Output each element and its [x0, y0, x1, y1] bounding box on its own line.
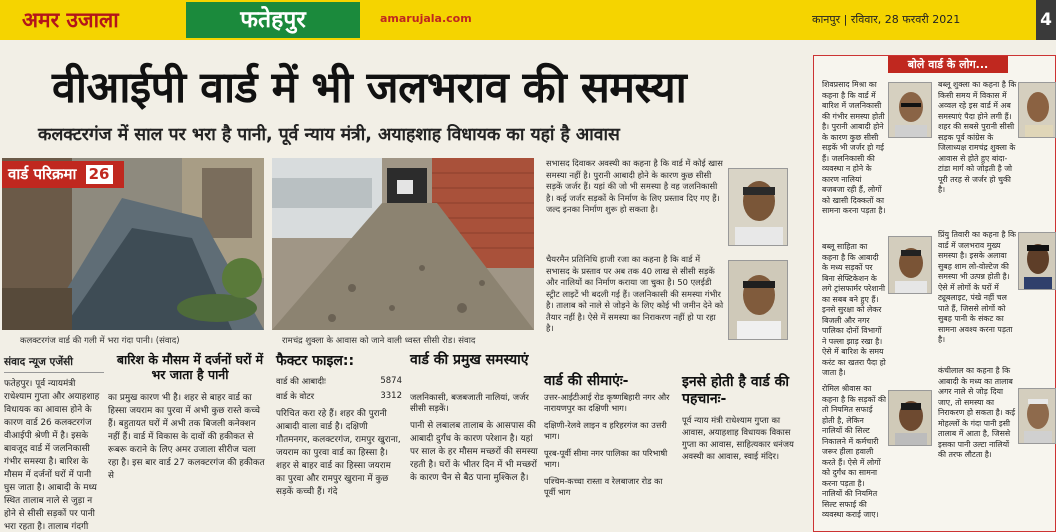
subheadline: कलक्टरगंज में साल पर भरा है पानी, पूर्व न्याय मंत्री, अयाहशाह विधायक का यहां है आवास	[38, 125, 620, 145]
quote-chairman-rep: चैयरमैन प्रतिनिधि हाजी रजा का कहना है कि वार्ड में सभासद के प्रस्ताव पर अब तक 40 लाख से सीसी सड़कें और नालियों का निर्माण कराया जा चुका है। 50 एलईडी स्ट्रीट लाइटें भी बदली गई हैं। जलनिकासी की समस्या गंभीर है। तालाब को नाले से जोड़ने के लिए कोई भी जमीन देने को तैयार नहीं है। ऐसे में समस्या का निराकरण नहीं हो पा रहा है।	[546, 254, 724, 333]
resident-photo-1	[888, 82, 932, 138]
resident-quote-3: रोमिल श्रीवास का कहना है कि सड़कों की तो नियमित सफाई होती है, लेकिन नालियों की सिल्ट निकालने में कर्मचारी जरूर हीला हवाली करते हैं। ऐसे में लोगों को दुर्गंध का सामना करना पड़ता है। नालियों की नियमित सिल्ट सफाई की व्यवस्था कराई जाए।	[822, 384, 886, 519]
photo1-caption-text: कलक्टरगंज वार्ड की गली में भरा गंदा पानी।	[20, 336, 154, 346]
series-tag	[2, 161, 124, 188]
problems-text: पानी से लबालब तालाब के आसपास की आबादी दुर्गंध के कारण परेशान है। यहां पर साल के हर मौसम मच्छरों की समस्या रहती है। घरों के भीतर दिन में भी मच्छरों के कारण चैन से बैठ पाना मुश्किल है।	[410, 421, 538, 483]
photo1-credit: (संवाद)	[155, 336, 180, 346]
sidebar-title: बोले वार्ड के लोग...	[888, 56, 1008, 73]
councillor-photo	[728, 168, 788, 246]
resident-photo-6	[1018, 388, 1056, 444]
boundary-east: पूरब-पूर्वी सीमा नगर पालिका का परिभाषी भाग।	[544, 448, 668, 469]
voters-value: 3312	[380, 391, 402, 401]
article-column-2: का प्रमुख कारण भी है। शहर से बाहर वार्ड का हिस्सा जयराम का पुरवा में अभी कुछ रास्ते कच्चे हैं। बहुतायत घरों में अभी तक बिजली कनेक्शन नहीं हैं। वार्ड में विकास के दावों की हकीकत से रूबरू कराने के लिए अमर उजाला सीरीज चला रहा है। इस बार वार्ड 27 कलक्टरगंज की हकीकत से	[108, 393, 265, 481]
factfile-title: फैक्टर फाइल::	[276, 353, 355, 369]
article-column-1: फतेहपुर। पूर्व न्यायमंत्री राधेश्याम गुप्ता और अयाहशाह विधायक का आवास होने के कारण वार्ड 26 कलक्टरगंज वीआईपी श्रेणी में है। इसके बावजूद वार्ड में जलनिकासी गंभीर समस्या है। बारिश के मौसम में दर्जनों घरों में पानी घुस जाता है। आबादी के मध्य स्थित तालाब नाले से जुड़ा न होने से सीसी सड़कों पर पानी भरा रहता है। तालाब गंदगी	[4, 379, 100, 532]
boundaries-title: वार्ड की सीमाएंः-	[544, 373, 629, 389]
resident-photo-2	[888, 236, 932, 294]
photo2-caption	[282, 335, 534, 346]
resident-photo-4	[1018, 82, 1056, 138]
voters-label: वार्ड के वोटर	[276, 392, 315, 402]
photo2-caption-text: रामचंद्र शुक्ला के आवास को जाने वाली ध्वस्त सीसी रोड।	[282, 336, 456, 346]
population-label: वार्ड की आबादीः	[276, 377, 326, 387]
series-tag-number: 26	[86, 165, 113, 184]
factfile-row-population	[276, 376, 402, 387]
resident-photo-5	[1018, 232, 1056, 290]
factfile-row-voters	[276, 391, 402, 402]
broken-road-photo	[272, 158, 534, 330]
factfile-text: परिचित करा रहे हैं। शहर की पुरानी आबादी वाला वार्ड है। दक्षिणी गौतमनगर, कलक्टरगंज, रामपुर खुराना, जयराम का पुरवा वार्ड का हिस्सा है। शहर से बाहर वार्ड का हिस्सा जयराम का पुरवा और रामपुर खुराना में कुछ सड़कें कच्ची हैं। गंदे	[276, 409, 401, 497]
identity-text: पूर्व न्याय मंत्री राधेश्याम गुप्ता का आवास, अयाहशाह विधायक विकास गुप्ता का आवास, साहित्यकार धनंजय अवस्थी का आवास, स्वाई मंदिर।	[682, 415, 794, 461]
photo2-credit: संवाद	[458, 336, 476, 346]
population-value: 5874	[380, 376, 402, 386]
resident-quote-2: बब्लू साहिता का कहना है कि आबादी के मध्य सड़कों पर बिना सेफ्टिकेशन के लगे ट्रांसफार्मर परेशानी का सबब बने हुए हैं। इनसे सुरक्षा को लेकर बिजली और नगर पालिका दोनों विभागों ने पल्ला झाड़ रखा है। ऐसे में बारिश के समय करंट का खतरा पैदा हो जाता है।	[822, 242, 886, 377]
resident-quote-6: कंचीलाल का कहना है कि आबादी के मध्य का तालाब अगर नाले से जोड़ दिया जाए, तो समस्या का निराकरण हो सकता है। कई मोहल्लों के गंदा पानी इसी तालाब में आता है, जिससे इसका पानी उल्टा नालियों की तरफ लौटता है।	[938, 366, 1016, 459]
column-divider	[4, 372, 104, 373]
series-tag-label: वार्ड परिक्रमा	[8, 165, 77, 183]
boundary-north: उत्तर-आईटीआई रोड कृष्णबिहारी नगर और नारायणपुर का दक्षिणी भाग।	[544, 392, 670, 413]
headline: वीआईपी वार्ड में भी जलभराव की समस्या	[52, 63, 687, 113]
newspaper-logo: अमर उजाला	[22, 7, 119, 32]
chairman-rep-photo	[728, 260, 788, 340]
site-url: amarujala.com	[380, 12, 472, 25]
boundary-west: पश्चिम-कच्चा रास्ता व रेलबाजार रोड का पूर्वी भाग	[544, 476, 663, 497]
boundary-south: दक्षिणी-रेलवे लाइन व हरिहरगंज का उत्तरी भाग।	[544, 420, 667, 441]
quote-sabhasad: सभासद दिवाकर अवस्थी का कहना है कि वार्ड में कोई खास समस्या नहीं है। पुरानी आबादी होने के कारण कुछ सीसी सड़कें जर्जर हैं। यहां की जो भी समस्या है वह जलनिकासी है। कई जर्जर सड़कों के निर्माण के लिए प्रस्ताव दिए गए हैं। जल्द इनका निर्माण शुरू हो सकता है।	[546, 158, 723, 214]
resident-quote-5: प्रिंयु तिवारी का कहना है कि वार्ड में जलभराव मुख्य समस्या है। इसके अलावा सुबह शाम लो-वोल्टेज की समस्या भी उत्पन्न होती है। ऐसे में लोगों के घरों में ट्यूबलाइट, पंखे नहीं चल पाते हैं, जिससे लोगों को सुबह पानी के संकट का सामना अवश्य करना पड़ता है।	[938, 230, 1017, 344]
identity-title: इनसे होती है वार्ड की पहचानः-	[682, 374, 789, 407]
problems-list: जलनिकासी, बजबजाती नालियां, जर्जर सीसी सड़कें।	[410, 393, 529, 414]
resident-quote-1: शिवप्रसाद मिश्रा का कहना है कि वार्ड में बारिश में जलनिकासी की गंभीर समस्या होती है। पुरानी आबादी होने के कारण कुछ सीसी सड़कें भी जर्जर हो गई हैं। जलनिकासी की व्यवस्था न होने के कारण नालियां बजबजा रही हैं, लोगों को खासी दिक्कतों का सामना करना पड़ता है।	[822, 80, 886, 215]
resident-quote-4: बब्लू शुक्ला का कहना है कि किसी समय में विकास में अव्वल रहे इस वार्ड में अब समस्याएं पैदा होने लगी हैं। शहर की सबसे पुरानी सीसी सड़क पूर्व कांग्रेस के जिलाध्यक्ष रामचंद्र शुक्ला के आवास से होते हुए बांदा-टांडा मार्ग को जोड़ती है जो पूरी तरह से जर्जर हो चुकी है।	[938, 80, 1017, 194]
resident-photo-3	[888, 390, 932, 446]
box-heading: बारिश के मौसम में दर्जनों घरों में भर जाता है पानी	[116, 352, 264, 382]
page-number: 4	[1036, 0, 1056, 40]
byline: संवाद न्यूज एजेंसी	[4, 356, 73, 368]
dateline: कानपुर | रविवार, 28 फरवरी 2021	[812, 13, 961, 26]
boundaries-list	[544, 392, 674, 532]
photo1-caption	[20, 335, 264, 346]
city-banner: फतेहपुर	[186, 2, 360, 38]
problems-title: वार्ड की प्रमुख समस्याएं	[410, 352, 529, 368]
